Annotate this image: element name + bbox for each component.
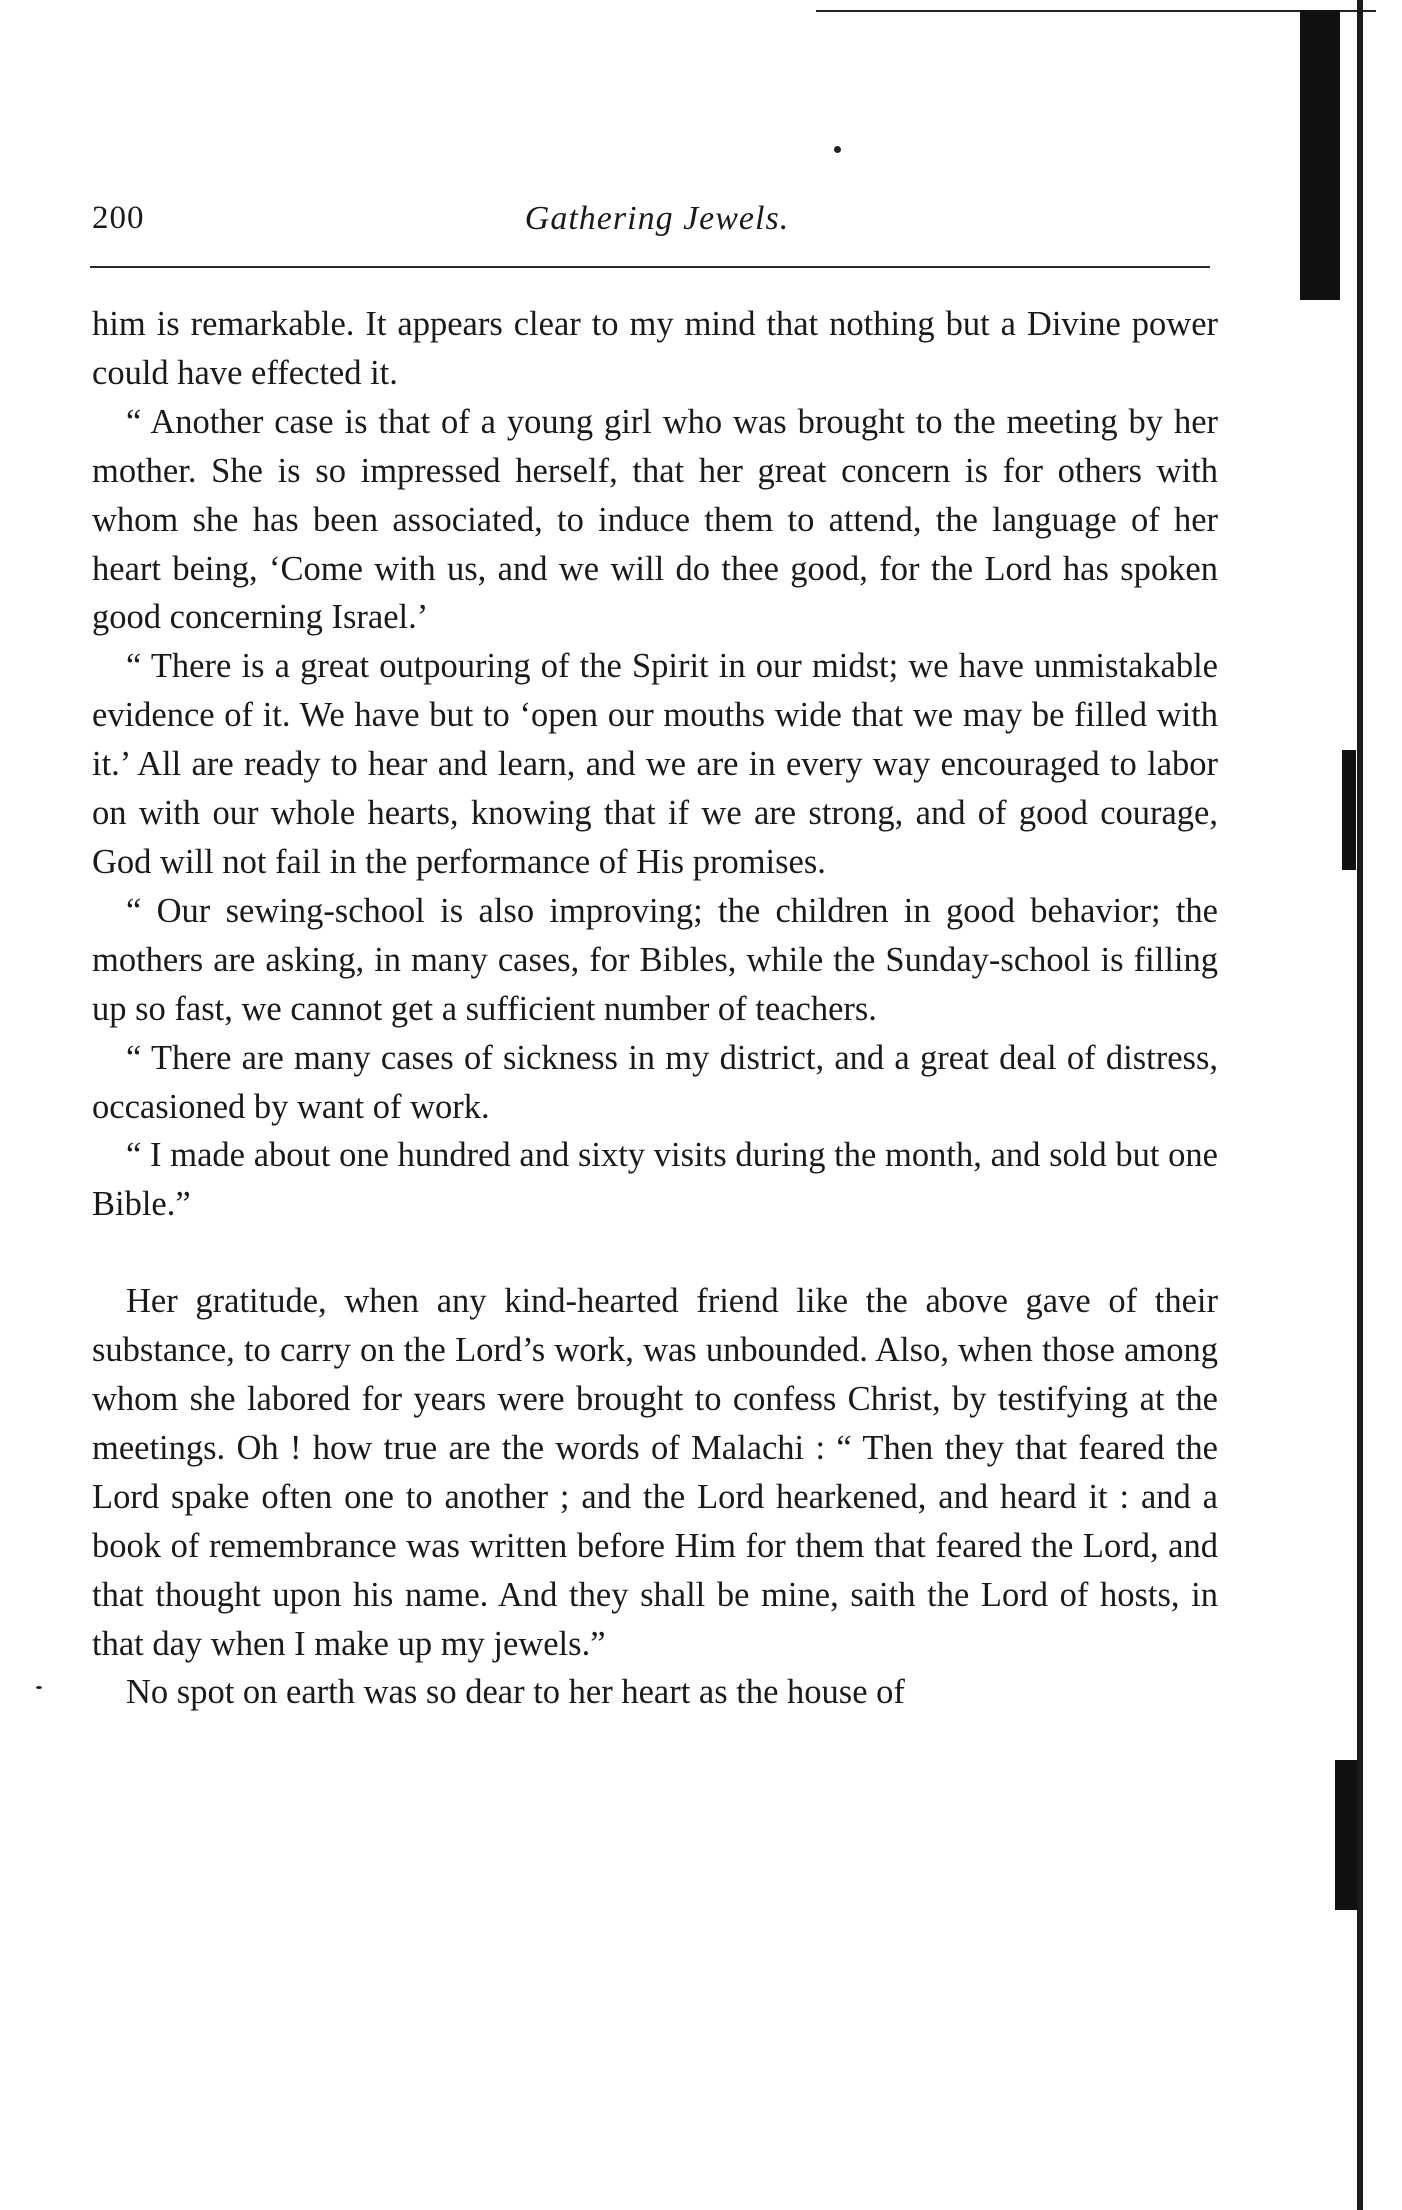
paragraph: No spot on earth was so dear to her heart as the house of bbox=[126, 1673, 905, 1712]
binding-blot-top bbox=[1300, 10, 1340, 300]
speck bbox=[36, 1686, 42, 1689]
paragraph: Her gratitude, when any kind-hearted friend like the above gave of their substance, to carry on the Lord’s work, was unbounded. Also, when those among whom she labored for years were brought to confess Christ, by testifying at the meetings. Oh ! how true are the words of Malachi : “ Then they that feared the Lord spake often one to another ; and the Lord hearkened, and heard it : and a book of remembrance was written before Him for them that feared the Lord, and that thought upon his name. And they shall be mine, saith the Lord of hosts, in that day when I make up my jewels.” bbox=[92, 1282, 1218, 1663]
scan-edge-top bbox=[816, 10, 1376, 12]
paragraph: “ There is a great outpouring of the Spirit in our midst; we have unmistakable evidence of it. We have but to ‘open our mouths wide that we may be filled with it.’ All are ready to hear and learn, and we are in every way encouraged to labor on with our whole hearts, knowing that if we are strong, and of good courage, God will not fail in the performance of His promises. bbox=[92, 647, 1218, 881]
binding-blot-low bbox=[1335, 1760, 1357, 1910]
section-gap bbox=[92, 1229, 1218, 1277]
body-text bbox=[92, 300, 1218, 1717]
binding-blot-mid bbox=[1342, 750, 1356, 870]
header-rule bbox=[90, 266, 1210, 268]
paragraph: “ There are many cases of sickness in my district, and a great deal of distress, occasioned by want of work. bbox=[92, 1038, 1218, 1126]
binding-shadow bbox=[1357, 0, 1363, 2210]
speck bbox=[834, 146, 841, 153]
page-number: 200 bbox=[92, 200, 145, 236]
paragraph: “ Another case is that of a young girl who was brought to the meeting by her mother. She is so impressed herself, that her great concern is for others with whom she has been associated, to induce them to attend, the language of her heart being, ‘Come with us, and we will do thee good, for the Lord has spoken good concerning Israel.’ bbox=[92, 402, 1218, 637]
running-header bbox=[92, 200, 1222, 252]
paragraph: him is remarkable. It appears clear to my mind that nothing but a Divine power could have effected it. bbox=[92, 305, 1218, 392]
running-title: Gathering Jewels. bbox=[524, 200, 790, 237]
paragraph: “ I made about one hundred and sixty visits during the month, and sold but one Bible.” bbox=[92, 1136, 1218, 1224]
paragraph: “ Our sewing-school is also improving; the children in good behavior; the mothers are asking, in many cases, for Bibles, while the Sunday-school is filling up so fast, we cannot get a sufficient number of teachers. bbox=[92, 891, 1218, 1028]
